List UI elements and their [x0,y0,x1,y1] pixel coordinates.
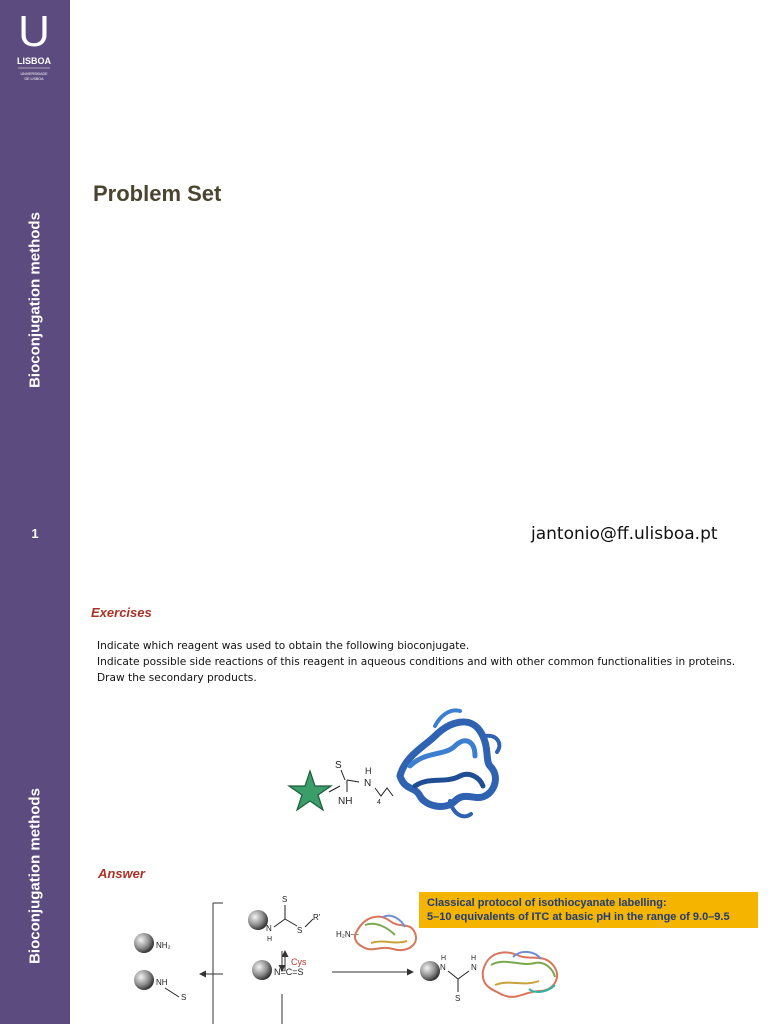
answer-title: Answer [98,866,145,881]
n-label: N [364,778,372,789]
protein-ribbon-icon [400,710,499,816]
scheme-nh-label: NH [156,978,168,987]
reaction-scheme [125,891,585,1024]
s-label: S [335,760,342,771]
logo-name: LISBOA [16,56,52,66]
page-number: 1 [31,526,39,541]
page-title: Problem Set [93,181,222,206]
logo-tagline-2: DE LISBOA [24,77,44,81]
slide-2 [0,576,768,1024]
protocol-line: Classical protocol of isothiocyanate labelling: [427,897,667,909]
protein-structure-icon [355,916,416,950]
protein-bead-icon [134,933,154,953]
exercise-line: Indicate possible side reactions of this reagent in aqueous conditions and with other common functionalities in proteins. [97,656,736,668]
chain-subscript: 4 [377,799,381,806]
exercises-title: Exercises [91,605,152,620]
protein-structure-icon [483,952,557,997]
bioconjugate-figure [285,696,515,836]
scheme-s-label: S [455,994,461,1003]
fluorophore-star-icon [289,771,331,810]
sidebar-label: Bioconjugation methods [26,212,44,388]
email-address[interactable]: jantonio@ff.ulisboa.pt [531,524,718,544]
itc-label: N=C=S [274,967,304,977]
scheme-s-label: S [181,993,187,1002]
scheme-n-label: N [471,963,477,972]
exercise-line: Draw the secondary products. [97,672,257,684]
scheme-n-label: N [266,924,272,933]
exercise-list [97,638,735,686]
protein-bead-icon [420,961,440,981]
protein-amine-label: H₂N— [336,930,359,939]
sidebar-label: Bioconjugation methods [26,788,44,964]
protein-bead-icon [134,970,154,990]
protein-bead-icon [252,960,272,980]
scheme-n-label: N [440,963,446,972]
scheme-s-label: S [297,926,303,935]
cys-label: Cys [291,957,307,967]
protein-bead-icon [248,910,268,930]
nh-label: NH [338,796,353,807]
university-logo [14,6,54,86]
logo-letter: U [18,7,50,56]
h-label: H [365,766,372,776]
sidebar [0,576,70,1024]
sidebar [0,0,70,576]
scheme-s-label: S [282,895,288,904]
protocol-line: 5–10 equivalents of ITC at basic pH in the range of 9.0–9.5 [427,911,730,923]
amine-label: NH₂ [156,941,171,950]
scheme-h-label: H [471,955,477,962]
scheme-h-label: H [441,955,447,962]
logo-tagline-1: UNIVERSIDADE [20,72,48,76]
scheme-h-label: H [267,936,273,943]
exercise-line: Indicate which reagent was used to obtain the following bioconjugate. [97,640,470,652]
scheme-r-label: R' [313,913,321,922]
